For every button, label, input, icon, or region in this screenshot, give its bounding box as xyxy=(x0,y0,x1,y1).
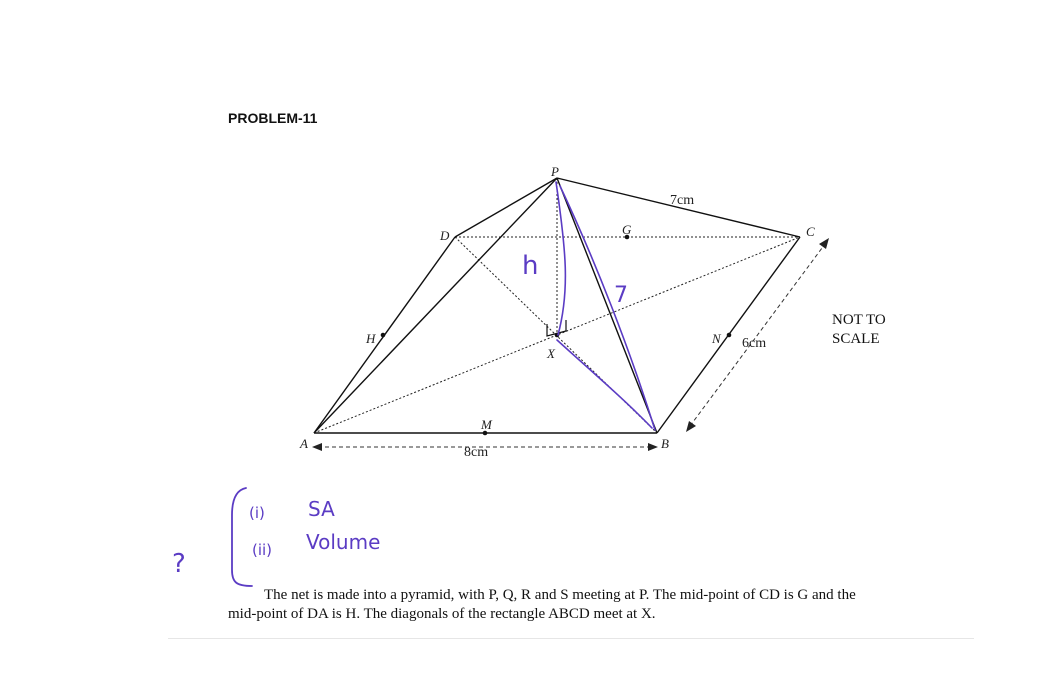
handwritten-item-i: (i) xyxy=(249,504,265,522)
pyramid-edges xyxy=(314,178,800,433)
note-line-1: NOT TO xyxy=(832,312,886,328)
pen-lines xyxy=(556,182,655,430)
handwritten-7: 7 xyxy=(614,283,628,308)
paragraph-line-2: mid-point of DA is H. The diagonals of the rectangle ABCD meet at X. xyxy=(228,606,656,622)
note-line-2: SCALE xyxy=(832,331,880,347)
label-d: D xyxy=(440,228,450,243)
label-x: X xyxy=(547,346,555,361)
label-m: M xyxy=(481,417,492,432)
hidden-lines xyxy=(314,178,800,433)
handwritten-question-mark: ? xyxy=(172,549,186,579)
problem-paragraph xyxy=(228,586,928,624)
dimension-8cm: 8cm xyxy=(464,445,489,460)
page-divider xyxy=(168,638,974,639)
arrowhead-right xyxy=(648,443,658,451)
label-g: G xyxy=(622,222,632,237)
handwritten-item-ii-text: Volume xyxy=(306,530,381,554)
label-p: P xyxy=(551,164,559,179)
label-n: N xyxy=(712,331,721,346)
arrowhead-up xyxy=(819,238,829,249)
handwritten-item-ii: (ii) xyxy=(252,541,273,559)
handwritten-bracket xyxy=(232,488,252,586)
paragraph-line-1: The net is made into a pyramid, with P, Q, R and S meeting at P. The mid-point of CD is G and the xyxy=(264,587,856,603)
midpoint-dots xyxy=(381,235,732,436)
label-b: B xyxy=(661,436,669,451)
label-h: H xyxy=(366,331,376,346)
handwritten-item-i-text: SA xyxy=(308,497,335,521)
problem-title: PROBLEM-11 xyxy=(228,110,318,126)
label-c: C xyxy=(806,224,815,239)
label-a: A xyxy=(300,436,308,451)
dimension-7cm: 7cm xyxy=(670,193,695,208)
arrowhead-down xyxy=(686,421,696,432)
arrowhead-left xyxy=(312,443,322,451)
not-to-scale-note xyxy=(832,311,886,349)
dimension-6cm: 6cm xyxy=(742,336,767,351)
bc-dimension-arrow xyxy=(690,244,825,426)
handwritten-h: h xyxy=(522,251,539,281)
